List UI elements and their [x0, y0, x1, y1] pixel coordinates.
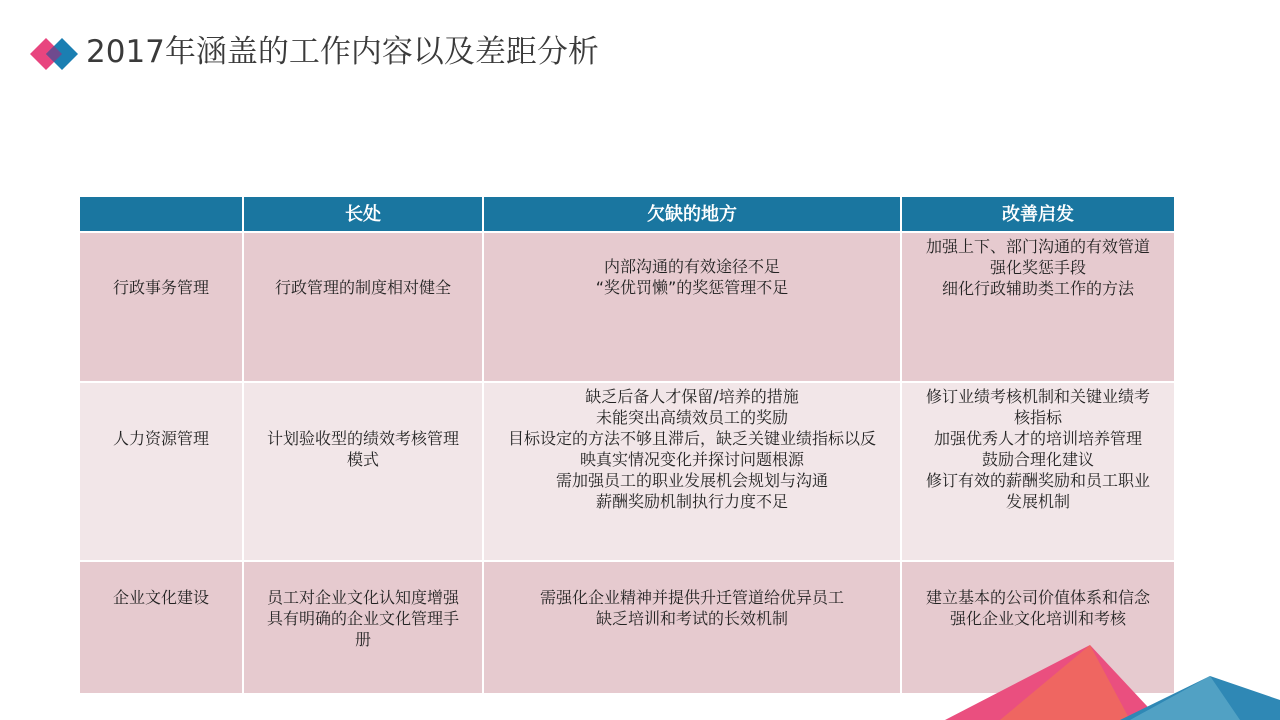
improvements-line: 鼓励合理化建议	[981, 450, 1094, 469]
area-cell: 企业文化建设	[79, 561, 243, 694]
header-improvements: 改善启发	[901, 196, 1175, 232]
header-strengths: 长处	[243, 196, 483, 232]
improvements-line: 建立基本的公司价值体系和信念	[925, 588, 1150, 607]
strengths-line: 模式	[346, 450, 379, 469]
gaps-line: 缺乏培训和考试的长效机制	[595, 609, 788, 628]
improvements-line: 加强优秀人才的培训培养管理	[933, 429, 1142, 448]
improvements-line: 加强上下、部门沟通的有效管道	[925, 237, 1150, 256]
gaps-line: “奖优罚懒”的奖惩管理不足	[595, 278, 789, 297]
gaps-line: 目标设定的方法不够且滞后，缺乏关键业绩指标以反	[507, 429, 876, 448]
gaps-line: 薪酬奖励机制执行力度不足	[595, 492, 788, 511]
improvements-line: 修订业绩考核机制和关键业绩考	[925, 387, 1150, 406]
improvements-line: 细化行政辅助类工作的方法	[941, 279, 1134, 298]
gaps-line: 需强化企业精神并提供升迁管道给优异员工	[539, 588, 844, 607]
gaps-line: 需加强员工的职业发展机会规划与沟通	[555, 471, 828, 490]
area-cell: 人力资源管理	[79, 382, 243, 561]
improvements-line: 强化奖惩手段	[989, 258, 1086, 277]
strengths-line: 计划验收型的绩效考核管理	[266, 429, 459, 448]
gaps-line: 内部沟通的有效途径不足	[603, 257, 780, 276]
improvements-line: 发展机制	[1005, 492, 1070, 511]
strengths-line: 册	[354, 630, 371, 649]
gaps-line: 缺乏后备人才保留/培养的措施	[585, 387, 799, 406]
strengths-line: 具有明确的企业文化管理手	[266, 609, 459, 628]
header-gaps: 欠缺的地方	[483, 196, 901, 232]
gaps-line: 映真实情况变化并探讨问题根源	[579, 450, 804, 469]
improvements-line: 修订有效的薪酬奖励和员工职业	[925, 471, 1150, 490]
page-title: 2017年涵盖的工作内容以及差距分析	[86, 34, 599, 70]
improvements-line: 核指标	[1013, 408, 1062, 427]
gaps-line: 未能突出高绩效员工的奖励	[595, 408, 788, 427]
strengths-line: 员工对企业文化认知度增强	[266, 588, 459, 607]
improvements-line: 强化企业文化培训和考核	[949, 609, 1126, 628]
area-cell: 行政事务管理	[79, 232, 243, 382]
strengths-line: 行政管理的制度相对健全	[274, 278, 451, 297]
